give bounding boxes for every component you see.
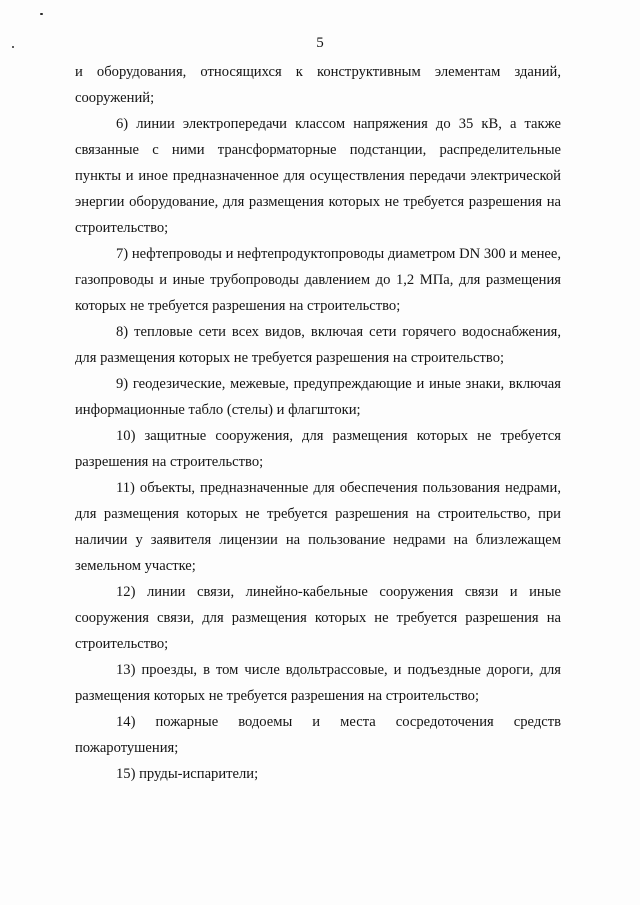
list-item-10: 10) защитные сооружения, для размещения которых не требуется разрешения на строительство;	[75, 428, 561, 470]
list-item-7: 7) нефтепроводы и нефтепродуктопроводы диаметром DN 300 и менее, газопроводы и иные трубопроводы давлением до 1,2 МПа, для размещения которых не требуется разрешения на строительство;	[75, 246, 561, 314]
list-item-14: 14) пожарные водоемы и места сосредоточения средств пожаротушения;	[75, 714, 561, 756]
list-item-9: 9) геодезические, межевые, предупреждающие и иные знаки, включая информационные табло (стелы) и флагштоки;	[75, 376, 561, 418]
list-item-8: 8) тепловые сети всех видов, включая сети горячего водоснабжения, для размещения которых не требуется разрешения на строительство;	[75, 324, 561, 366]
scan-speck	[40, 13, 43, 15]
paragraph-continuation: и оборудования, относящихся к конструктивным элементам зданий, сооружений;	[75, 64, 561, 106]
list-item-6: 6) линии электропередачи классом напряжения до 35 кВ, а также связанные с ними трансформаторные подстанции, распределительные пункты и иное предназначенное для осуществления передачи электрической энергии оборудование, для размещения которых не требуется разрешения на строительство;	[75, 116, 561, 236]
page-number: 5	[316, 35, 324, 51]
body-text	[75, 59, 561, 787]
list-item-11: 11) объекты, предназначенные для обеспечения пользования недрами, для размещения которых не требуется разрешения на строительство, при наличии у заявителя лицензии на пользование недрами на близлежащем земельном участке;	[75, 480, 561, 574]
list-item-13: 13) проезды, в том числе вдольтрассовые, и подъездные дороги, для размещения которых не требуется разрешения на строительство;	[75, 662, 561, 704]
list-item-12: 12) линии связи, линейно-кабельные сооружения связи и иные сооружения связи, для размещения которых не требуется разрешения на строительство;	[75, 584, 561, 652]
list-item-15: 15) пруды-испарители;	[116, 766, 259, 782]
